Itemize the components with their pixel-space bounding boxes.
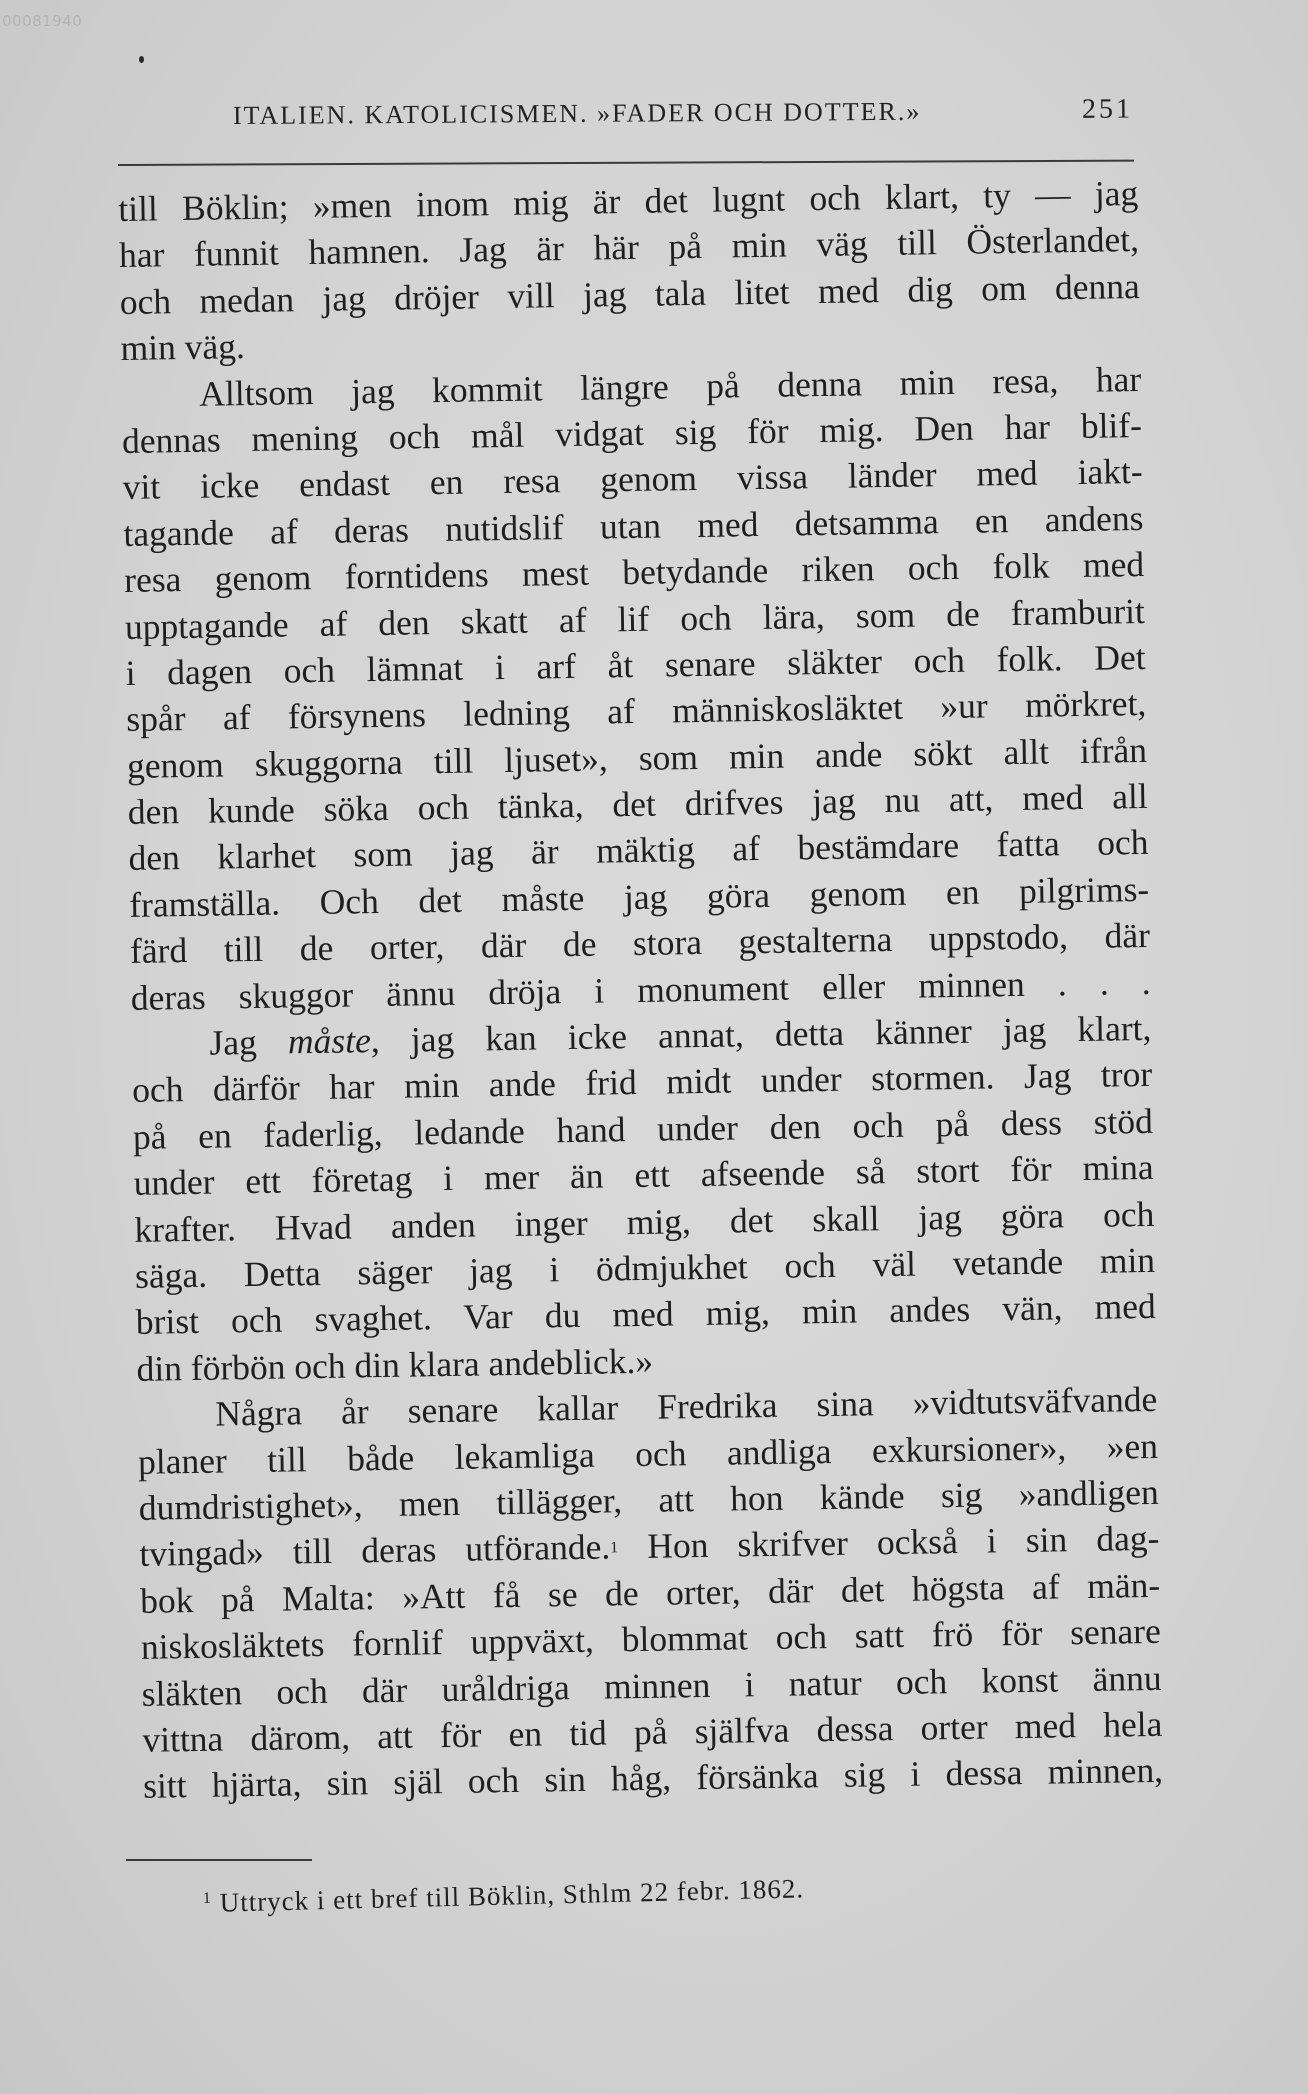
footnote-text: Uttryck i ett bref till Böklin, Sthlm 22 febr. 1862. [219,1873,805,1918]
text-line: genom skuggorna till ljuset», som min ande sökt allt ifrån [126,729,1148,786]
text-line: färd till de orter, där de stora gestalterna uppstodo, där [129,915,1151,972]
text-segment: tvingad» till deras utförande. [139,1526,611,1575]
text-line: Några år senare kallar Fredrika sina »vidtutsväfvande [214,1378,1158,1434]
text-segment: Jag [209,1021,289,1063]
text-line: resa genom forntidens mest betydande riken och folk med [123,544,1145,601]
header-rule [118,160,1134,166]
running-head-title: ITALIEN. KATOLICISMEN. »FADER OCH DOTTER.» [232,96,922,130]
text-line: planer till både lekamliga och andliga exkursioner», »en [137,1425,1159,1482]
text-line: brist och svaghet. Var du med mig, min andes vän, med [135,1286,1157,1343]
text-line: spår af försynens ledning af människosläktet »ur mörkret, [126,683,1147,740]
text-line: min väg. [120,326,246,369]
ink-speck [139,56,144,63]
text-line: sitt hjärta, sin själ och sin håg, försänka sig i dessa minnen, [142,1750,1164,1807]
footnote-reference: 1 [610,1539,619,1557]
text-line: i dagen och lämnat i arf åt senare släkter och folk. Det [125,636,1146,693]
text-segment: Hon skrifver också i sin dag- [617,1518,1160,1567]
text-line: deras skuggor ännu dröja i monument eller minnen . . . [130,961,1151,1018]
text-line: upptagande af den skatt af lif och lära, som de framburit [124,590,1146,647]
text-line: på en faderlig, ledande hand under den och på dess stöd [132,1100,1154,1157]
text-line: din förbön och din klara andeblick.» [136,1340,654,1389]
scan-id: 00081940 [2,12,83,30]
footnote-rule [126,1859,312,1861]
text-line: vittna därom, att för en tid på själfva dessa orter med hela [142,1703,1163,1760]
text-line: tagande af deras nutidslif utan med detsamma en andens [123,497,1144,554]
text-line: har funnit hamnen. Jag är här på min väg till Österlandet, [118,219,1140,276]
text-line: Alltsom jag kommit längre på denna min resa, har [198,358,1142,414]
text-line: framställa. Och det måste jag göra genom en pilgrims- [128,868,1150,925]
text-line: och därför har min ande frid midt under stormen. Jag tror [131,1054,1153,1111]
running-head [232,93,1134,141]
footnote-marker: 1 [202,1889,213,1907]
text-line: släkten och där uråldriga minnen i natur och konst ännu [141,1657,1162,1714]
footnote [203,1873,805,1919]
text-line: vit icke endast en resa genom vissa länder med iakt- [122,451,1143,508]
text-line: den klarhet som jag är mäktig af bestämdare fatta och [128,822,1149,879]
text-segment: , jag kan icke annat, detta känner jag klart, [370,1007,1152,1061]
text-line: dennas mening och mål vidgat sig för mig. Den har blif- [121,404,1143,461]
text-line: dumdristighet», men tillägger, att hon kände sig »andligen [138,1471,1159,1528]
text-line: krafter. Hvad anden inger mig, det skall jag göra och [134,1193,1155,1250]
text-line: niskosläktets fornlif uppväxt, blommat och satt frö för senare [140,1610,1162,1667]
page-number: 251 [1081,93,1134,125]
italic-word: måste [287,1020,372,1062]
text-line: den kunde söka och tänka, det drifves jag nu att, med all [127,775,1149,832]
body-text [118,170,1163,1809]
text-line: bok på Malta: »Att få se de orter, där det högsta af män- [139,1564,1161,1621]
text-line: och medan jag dröjer vill jag tala litet med dig om denna [119,265,1141,322]
text-line: säga. Detta säger jag i ödmjukhet och väl vetande min [134,1239,1156,1296]
text-line: till Böklin; »men inom mig är det lugnt och klart, ty — jag [118,172,1139,229]
text-line: under ett företag i mer än ett afseende så stort för mina [133,1147,1154,1204]
